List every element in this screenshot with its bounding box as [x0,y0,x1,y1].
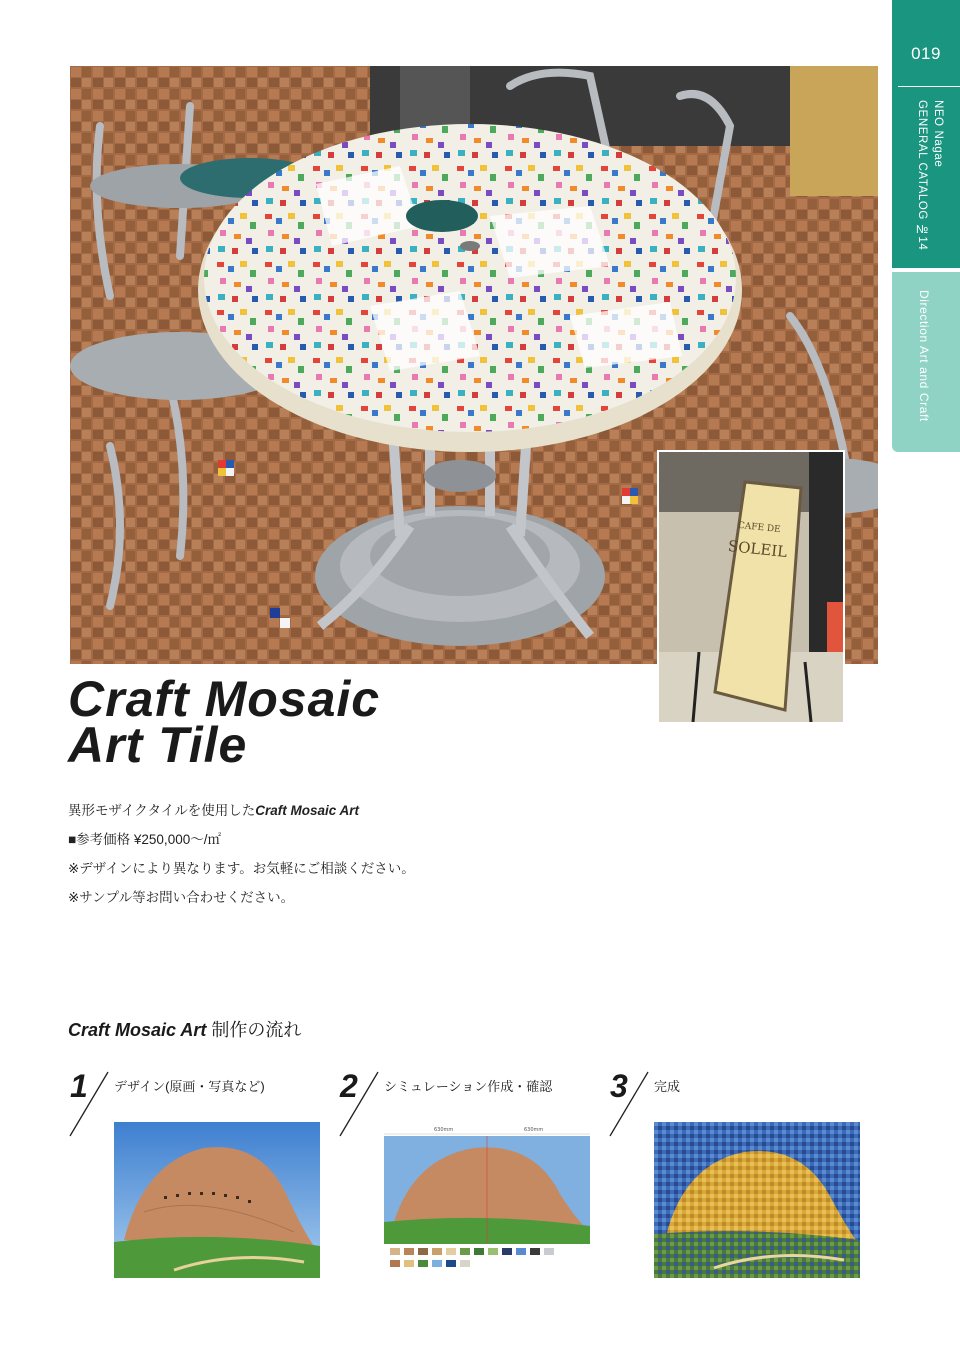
sign-text-1: CAFE DE [737,520,782,536]
flow-step-3 [608,1070,858,1340]
title-line2: Art Tile [68,717,248,773]
tab-divider [898,86,960,87]
reference-price: ■参考価格 ¥250,000〜/㎡ [68,832,221,847]
note-sample: ※サンプル等お問い合わせください。 [68,890,295,905]
page-tab [892,0,960,268]
catalog-line1: NEO Nagae [932,100,944,168]
catalog-line2: GENERAL CATALOG №14 [916,100,928,251]
description-line1 [68,796,415,825]
note-design: ※デザインにより異なります。お気軽にご相談ください。 [68,861,415,876]
flow-heading-jp: 制作の流れ [206,1020,302,1040]
cafe-sign-photo [657,450,845,724]
simulation-sheet [384,1122,590,1278]
sim-dim-left: 630mm [434,1127,454,1133]
flow-heading [68,1016,301,1042]
step-number: 3 [610,1068,628,1104]
sign-text-2: SOLEIL [727,536,788,562]
step-label: 完成 [654,1079,681,1094]
step-label: デザイン(原画・写真など) [114,1079,265,1094]
description-en: Craft Mosaic Art [255,803,360,818]
title-line1: Craft Mosaic [68,671,381,727]
flow-step-1 [68,1070,318,1340]
sim-dim-right: 630mm [524,1127,544,1133]
page-number: 019 [911,44,941,63]
product-description [68,796,415,912]
original-photo [114,1122,320,1278]
finished-mosaic-photo [654,1122,860,1278]
section-label: Direction Art and Craft [917,290,931,422]
step-number: 2 [340,1068,358,1104]
description-jp: 異形モザイクタイルを使用した [68,803,256,818]
section-tab[interactable] [892,272,960,452]
flow-step-2 [338,1070,588,1340]
product-title [68,671,381,773]
step-number: 1 [70,1068,88,1104]
step-label: シミュレーション作成・確認 [384,1079,553,1094]
flow-heading-en: Craft Mosaic Art [68,1020,207,1040]
catalog-name [914,100,946,250]
